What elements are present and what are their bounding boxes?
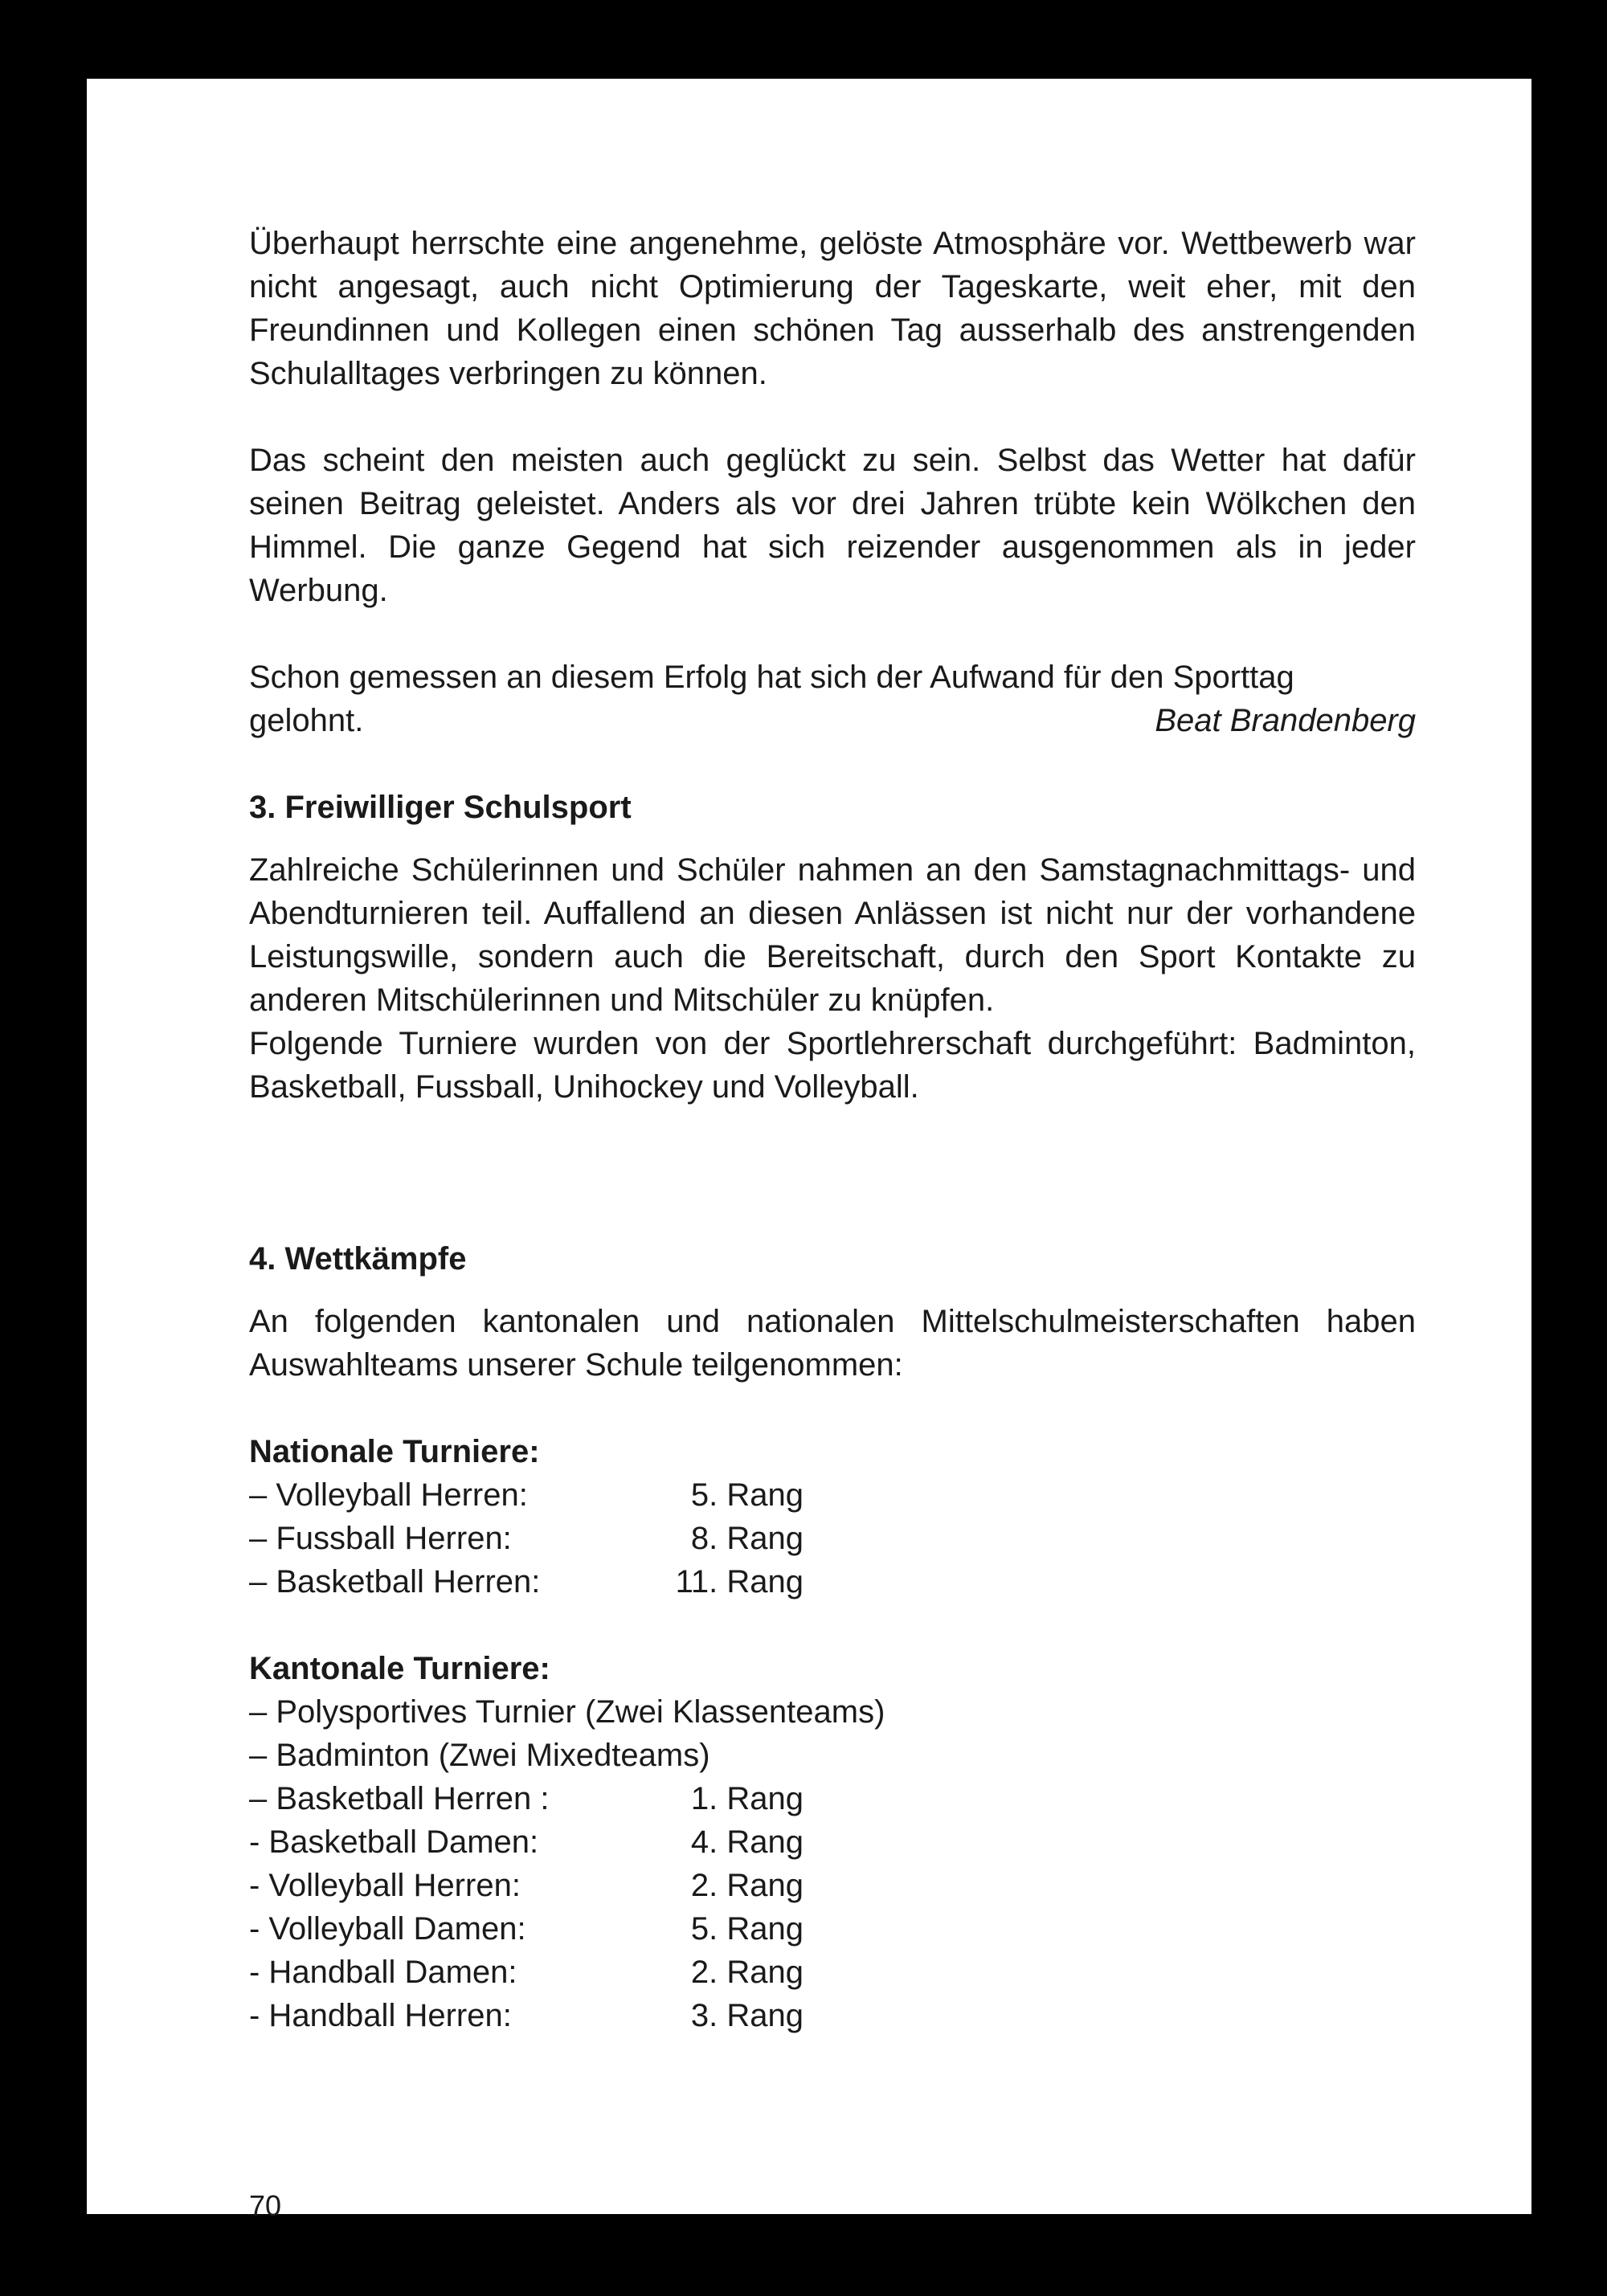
tournament-rank: 8. Rang [690, 1521, 804, 1556]
tournament-rank: 11. Rang [675, 1564, 804, 1599]
tournament-rank: 5. Rang [690, 1477, 804, 1513]
section-4-intro: An folgenden kantonalen und nationalen Mittelschulmeisterschaften haben Auswahlteams unserer Schule teilgenommen: [249, 1304, 1416, 1383]
section-3-heading: 3. Freiwilliger Schulsport [249, 790, 632, 825]
list-item [249, 1517, 1416, 1560]
list-item [249, 1820, 1416, 1864]
list-item [249, 1951, 1416, 1994]
section-4-heading: 4. Wettkämpfe [249, 1241, 467, 1277]
tournament-name: - Basketball Damen: [249, 1824, 539, 1860]
tournament-name: - Handball Damen: [249, 1955, 517, 1990]
paragraph-success-end: gelohnt. [249, 703, 364, 738]
author-signature: Beat Brandenberg [1155, 703, 1416, 738]
page-number: 70 [249, 2189, 282, 2222]
tournament-name: – Badminton (Zwei Mixedteams) [249, 1738, 710, 1773]
tournament-rank: 3. Rang [690, 1998, 804, 2033]
tournament-rank: 4. Rang [690, 1824, 804, 1860]
list-item [249, 1864, 1416, 1907]
tournament-name: – Polysportives Turnier (Zwei Klassenteams) [249, 1694, 885, 1730]
list-item [249, 1734, 1416, 1777]
tournament-name: – Basketball Herren: [249, 1564, 541, 1599]
list-item [249, 1907, 1416, 1951]
page-content [249, 222, 1416, 2037]
list-item [249, 1777, 1416, 1820]
tournament-rank: 2. Rang [690, 1868, 804, 1903]
tournament-name: – Volleyball Herren: [249, 1477, 528, 1513]
national-tournaments-title: Nationale Turniere: [249, 1434, 540, 1469]
document-page [87, 79, 1531, 2222]
cantonal-tournaments-list [249, 1690, 1416, 2037]
paragraph-weather: Das scheint den meisten auch geglückt zu sein. Selbst das Wetter hat dafür seinen Beitrag geleistet. Anders als vor drei Jahren trübte kein Wölkchen den Himmel. Die ganze Gegend hat sich reizender ausgenommen als in jeder Werbung. [249, 443, 1416, 608]
list-item [249, 1560, 1416, 1604]
cantonal-tournaments-title: Kantonale Turniere: [249, 1651, 550, 1686]
tournament-rank: 5. Rang [690, 1911, 804, 1947]
paragraph-success: Schon gemessen an diesem Erfolg hat sich der Aufwand für den Sporttag [249, 660, 1294, 695]
tournament-name: – Basketball Herren : [249, 1781, 550, 1816]
list-item [249, 1994, 1416, 2037]
tournament-name: - Volleyball Damen: [249, 1911, 526, 1947]
section-3-paragraph-2: Folgende Turniere wurden von der Sportlehrerschaft durchgeführt: Badminton, Basketball, Fussball, Unihockey und Volleyball. [249, 1026, 1416, 1105]
tournament-name: – Fussball Herren: [249, 1521, 512, 1556]
list-item [249, 1690, 1416, 1734]
section-3-paragraph-1: Zahlreiche Schülerinnen und Schüler nahmen an den Samstagnachmittags- und Abendturnieren teil. Auffallend an diesen Anlässen ist nicht nur der vorhandene Leistungswille, sondern auch die Bereitschaft, durch den Sport Kontakte zu anderen Mitschülerinnen und Mitschüler zu knüpfen. [249, 852, 1416, 1018]
paragraph-atmosphere: Überhaupt herrschte eine angenehme, gelöste Atmosphäre vor. Wettbewerb war nicht angesagt, auch nicht Optimierung der Tageskarte, weit eher, mit den Freundinnen und Kollegen einen schönen Tag ausserhalb des anstrengenden Schulalltages verbringen zu können. [249, 226, 1416, 391]
tournament-name: - Handball Herren: [249, 1998, 512, 2033]
tournament-rank: 2. Rang [690, 1955, 804, 1990]
signature-line [249, 699, 1416, 742]
list-item [249, 1473, 1416, 1517]
tournament-name: - Volleyball Herren: [249, 1868, 521, 1903]
national-tournaments-list [249, 1473, 1416, 1604]
tournament-rank: 1. Rang [690, 1781, 804, 1816]
